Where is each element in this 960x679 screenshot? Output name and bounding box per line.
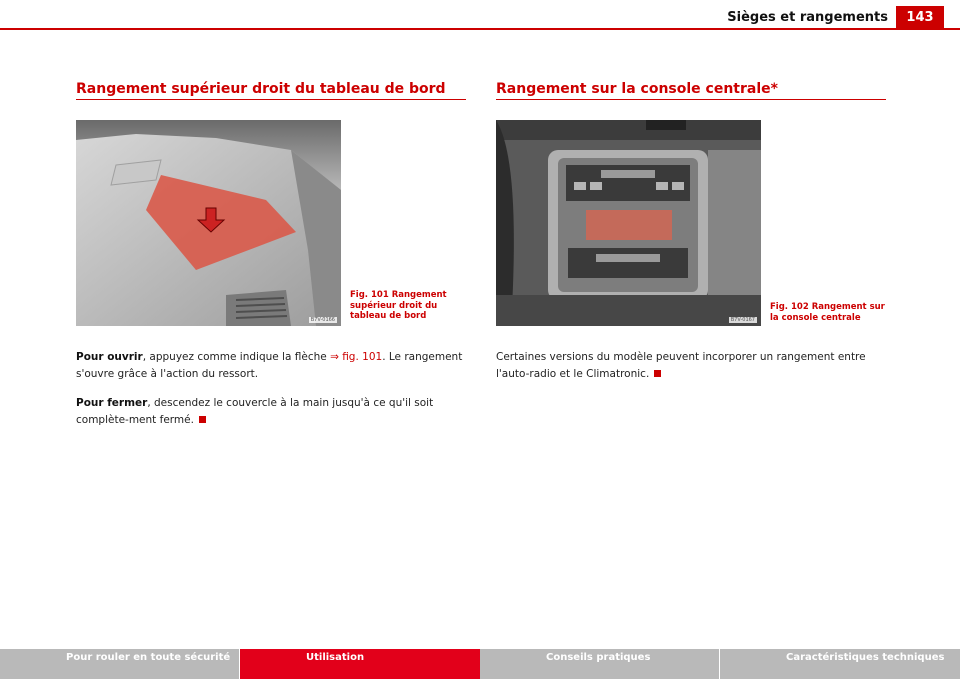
paragraph-open bbox=[76, 349, 468, 383]
open-text-end: . Le rangement s'ouvre grâce à l'action du ressort. bbox=[76, 351, 463, 380]
paragraph-close bbox=[76, 395, 468, 429]
paragraph-console bbox=[496, 349, 888, 383]
footer-tab-usage[interactable]: Utilisation bbox=[240, 649, 480, 679]
photo-reference-code: B7V-0166 bbox=[310, 317, 335, 323]
section-title-console-storage: Rangement sur la console centrale* bbox=[496, 81, 778, 97]
section-rule bbox=[76, 99, 466, 100]
header-rule bbox=[0, 28, 960, 30]
console-storage-photo bbox=[496, 120, 761, 326]
section-end-square-icon bbox=[654, 370, 661, 377]
chapter-title: Sièges et rangements bbox=[727, 10, 888, 25]
figure-caption-102: Fig. 102 Rangement sur la console centrale bbox=[770, 302, 885, 323]
dashboard-storage-photo bbox=[76, 120, 341, 326]
footer-nav bbox=[0, 649, 960, 679]
section-rule bbox=[496, 99, 886, 100]
console-text: Certaines versions du modèle peuvent incorporer un rangement entre l'auto-radio et le Climatronic. bbox=[496, 351, 866, 380]
close-label: Pour fermer bbox=[76, 397, 148, 409]
section-title-dashboard-storage: Rangement supérieur droit du tableau de bord bbox=[76, 81, 446, 97]
footer-tab-tips[interactable]: Conseils pratiques bbox=[480, 649, 720, 679]
section-end-square-icon bbox=[199, 416, 206, 423]
photo-reference-code: B7V-0167 bbox=[730, 317, 755, 323]
open-label: Pour ouvrir bbox=[76, 351, 143, 363]
figure-ref-101-link[interactable]: ⇒ fig. 101 bbox=[330, 351, 383, 363]
figure-caption-101: Fig. 101 Rangement supérieur droit du tableau de bord bbox=[350, 290, 447, 321]
close-text: , descendez le couvercle à la main jusqu'à ce qu'il soit complète-ment fermé. bbox=[76, 397, 434, 426]
open-text: , appuyez comme indique la flèche bbox=[142, 351, 331, 363]
footer-tab-safety[interactable]: Pour rouler en toute sécurité bbox=[0, 649, 240, 679]
page-number: 143 bbox=[896, 6, 944, 30]
footer-tab-specs[interactable]: Caractéristiques techniques bbox=[720, 649, 960, 679]
page-header bbox=[0, 0, 960, 30]
